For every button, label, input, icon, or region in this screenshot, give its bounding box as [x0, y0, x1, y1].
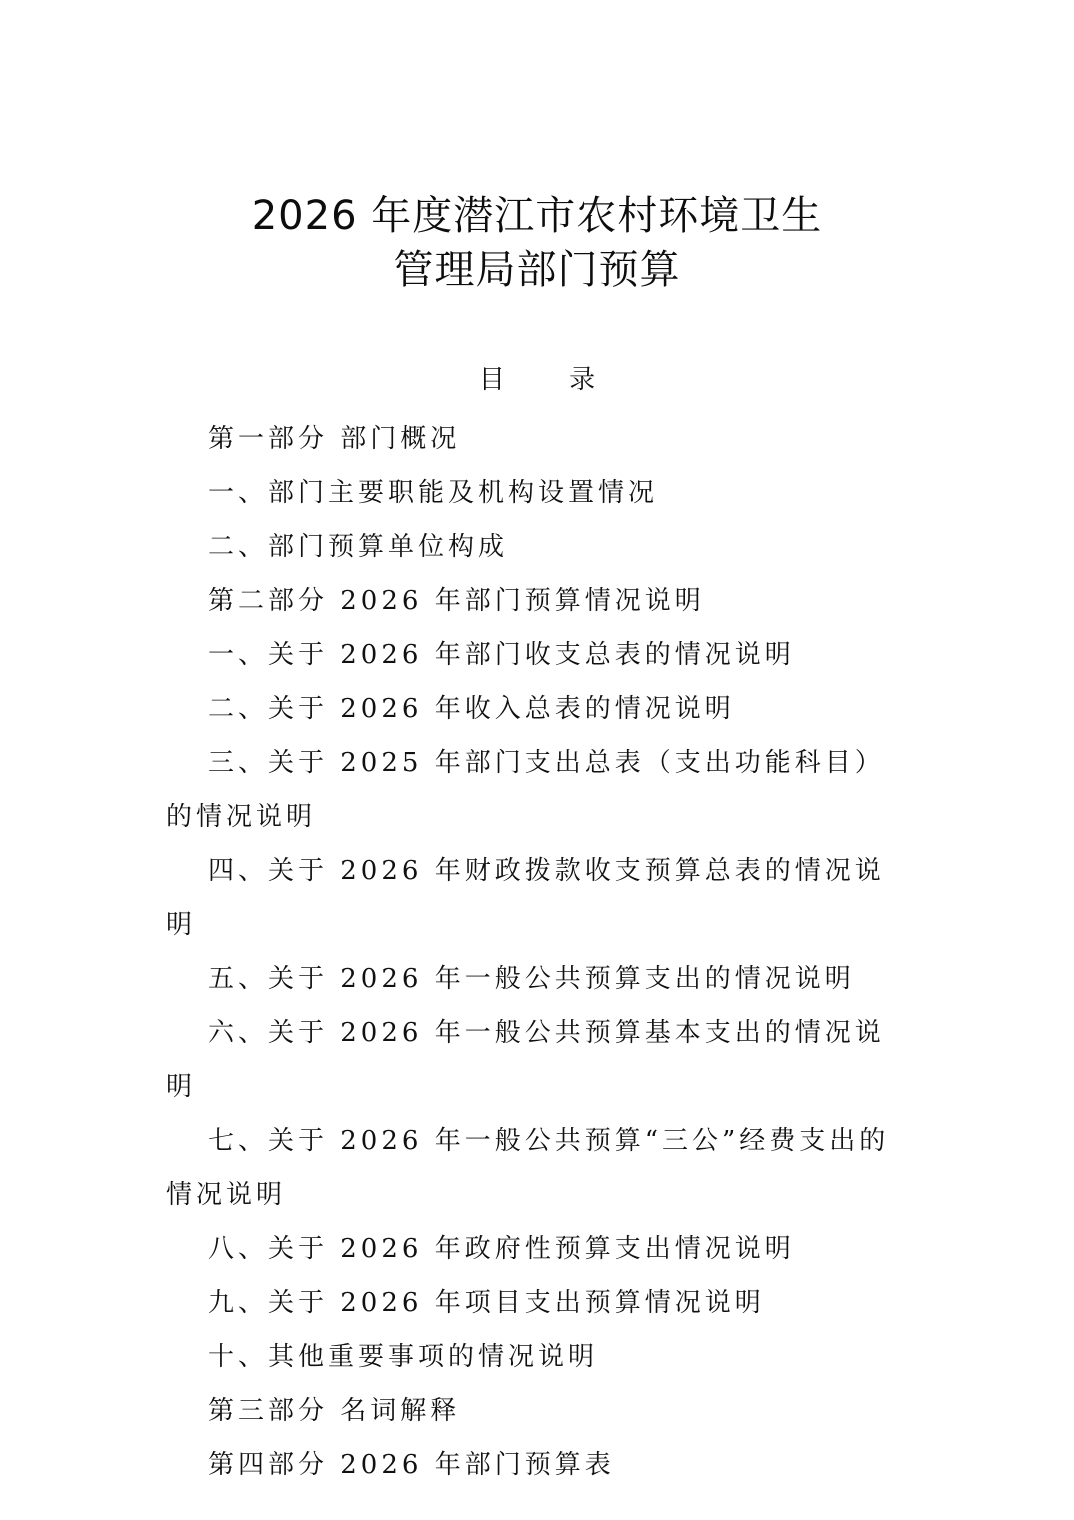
toc-item: 二、关于 2026 年收入总表的情况说明 [208, 694, 735, 724]
toc-item: 六、关于 2026 年一般公共预算基本支出的情况说明 [166, 1018, 885, 1102]
toc-item: 二、部门预算单位构成 [208, 532, 509, 562]
toc-item: 十、其他重要事项的情况说明 [208, 1342, 599, 1372]
toc-item: 四、关于 2026 年财政拨款收支预算总表的情况说明 [166, 856, 885, 940]
toc-item: 第四部分 2026 年部门预算表 [208, 1450, 615, 1480]
table-of-contents [166, 412, 914, 1492]
toc-heading: 目 录 [478, 365, 624, 395]
toc-item: 第二部分 2026 年部门预算情况说明 [208, 586, 705, 616]
toc-item: 一、部门主要职能及机构设置情况 [208, 478, 659, 508]
toc-item: 七、关于 2026 年一般公共预算“三公”经费支出的情况说明 [166, 1126, 890, 1210]
document-title-line-2: 管理局部门预算 [393, 247, 681, 293]
toc-item: 五、关于 2026 年一般公共预算支出的情况说明 [208, 964, 855, 994]
document-title-line-1: 2026 年度潜江市农村环境卫生 [251, 193, 823, 239]
toc-item: 八、关于 2026 年政府性预算支出情况说明 [208, 1234, 795, 1264]
toc-item: 三、关于 2025 年部门支出总表（支出功能科目）的情况说明 [166, 748, 885, 832]
toc-item: 一、关于 2026 年部门收支总表的情况说明 [208, 640, 795, 670]
toc-item: 九、关于 2026 年项目支出预算情况说明 [208, 1288, 765, 1318]
toc-item: 第一部分 部门概况 [208, 424, 461, 454]
toc-item: 第三部分 名词解释 [208, 1396, 461, 1426]
